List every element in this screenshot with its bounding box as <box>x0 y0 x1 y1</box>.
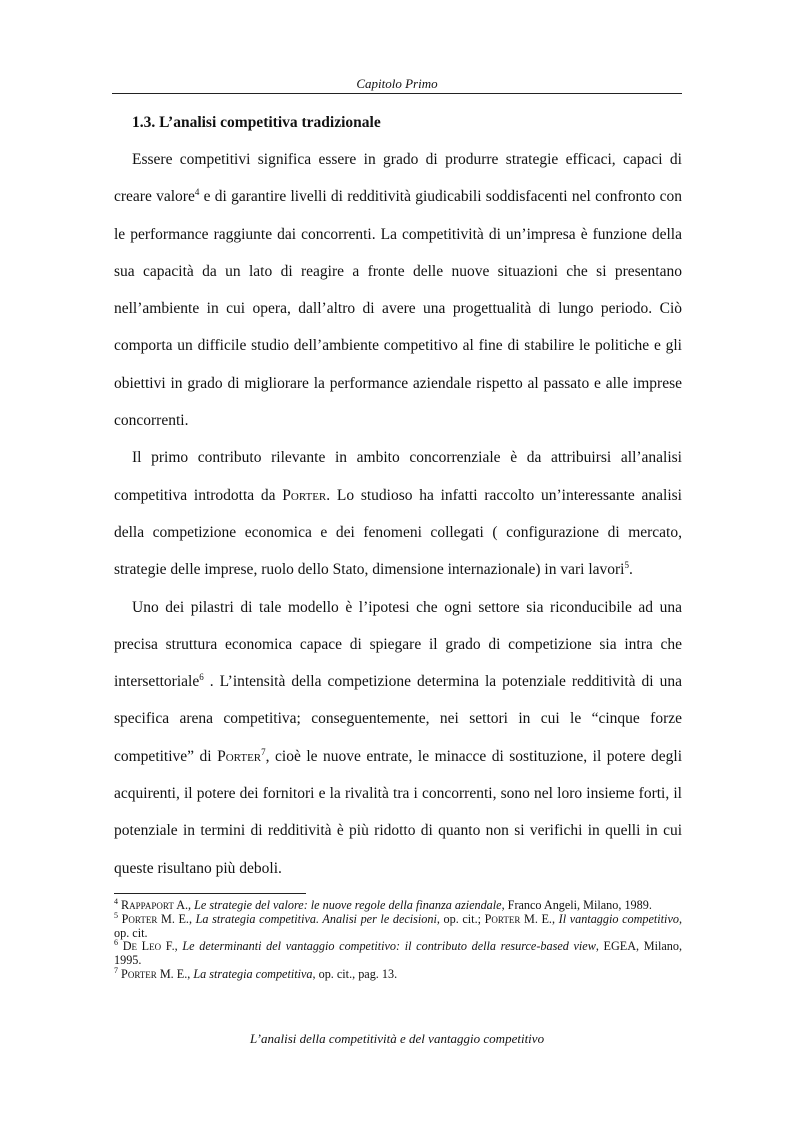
running-header: Capitolo Primo <box>356 76 438 91</box>
footnote-4 <box>114 896 682 913</box>
running-footer: L’analisi della competitività e del vantaggio competitivo <box>249 1031 545 1046</box>
footnote-number: 5 <box>114 910 118 920</box>
footnote-number: 7 <box>114 965 118 975</box>
footnote-text: , op. cit.; <box>436 911 485 926</box>
footnote-author: Porter M. E., <box>121 911 193 926</box>
footnote-text: , EGEA, Milano, 1995. <box>114 939 683 968</box>
footnote-text: , Franco Angeli, Milano, 1989. <box>501 898 652 912</box>
footnote-7 <box>114 965 682 982</box>
paragraph-2 <box>114 439 682 588</box>
footnote-5 <box>114 910 682 941</box>
footnote-ref-7[interactable]: 7 <box>261 746 266 757</box>
footnote-title: Le determinanti del vantaggio competitivo: il contributo della resurce-based view <box>182 939 596 954</box>
footnote-text: , op. cit., pag. 13. <box>312 966 398 981</box>
paragraph-3 <box>114 589 682 887</box>
footnote-number: 6 <box>114 938 118 948</box>
paragraph-text: e di garantire livelli di redditività giudicabili soddisfacenti nel confronto con le performance raggiunte dai concorrenti. La competitività di un’impresa è funzione della sua capacità da un lato di reagire a fronte delle nuove situazioni che si presentano nell’ambiente in cui opera, dall’altro di avere una progettualità di lungo periodo. Ciò comporta un difficile studio dell’ambiente competitivo al fine di stabilire le politiche e gli obiettivi in grado di migliorare la performance aziendale rispetto al passato e alle imprese concorrenti. <box>114 188 682 430</box>
footnotes <box>114 896 683 982</box>
paragraph-text: . <box>628 561 633 579</box>
paragraph-text: . L’intensità della competizione determina la potenziale redditività di una specifica arena competitiva; conseguentemente, nei settori in cui le “cinque forze competitive” di <box>114 673 682 765</box>
footnote-author: Porter M. E., <box>121 966 191 981</box>
footnote-title: Le strategie del valore: le nuove regole della finanza aziendale <box>194 898 502 912</box>
footnote-title: Il vantaggio competitivo <box>558 911 679 926</box>
paragraph-text: Il primo contributo rilevante in ambito concorrenziale è da attribuirsi all’analisi competitiva introdotta da <box>114 449 682 504</box>
footnote-author: Porter M. E., <box>484 911 556 926</box>
footnote-author: De Leo F., <box>122 939 178 954</box>
paragraph-text: Essere competitivi significa essere in grado di produrre strategie efficaci, capaci di creare valore <box>114 151 682 206</box>
footnote-6 <box>114 940 682 968</box>
footnote-ref-6[interactable]: 6 <box>199 672 204 682</box>
paragraph-text: . Lo studioso ha infatti raccolto un’interessante analisi della competizione economica e dei fenomeni collegati ( configurazione di mercato, strategie delle imprese, ruolo dello Stato, dimensione internazionale) in vari lavori <box>114 486 682 579</box>
paragraph-text: Uno dei pilastri di tale modello è l’ipotesi che ogni settore sia riconducibile ad una precisa struttura economica capace di spiegare il grado di competizione sia intra che intersettoriale <box>114 598 682 691</box>
footnote-title: La strategia competitiva. Analisi per le decisioni <box>195 911 437 926</box>
paragraph-1 <box>114 141 682 439</box>
section-title: 1.3. L’analisi competitiva tradizionale <box>132 114 381 131</box>
footnote-number: 4 <box>114 896 118 906</box>
footnote-text: , op. cit. <box>114 911 682 940</box>
author-name: Porter <box>282 486 327 504</box>
footnote-ref-4[interactable]: 4 <box>194 187 200 198</box>
paragraph-text: , cioè le nuove entrate, le minacce di sostituzione, il potere degli acquirenti, il potere dei fornitori e la rivalità tra i concorrenti, sono nel loro insieme forti, il potenziale in termini di redditività è più ridotto di quanto non si verifichi in quelli in cui queste risultano più deboli. <box>114 747 682 877</box>
header-rule <box>112 93 682 94</box>
body-text <box>114 141 682 887</box>
author-name: Porter <box>217 747 262 765</box>
footnote-author: Rappaport A., <box>121 898 192 912</box>
footnote-title: La strategia competitiva <box>193 966 313 981</box>
footnote-rule <box>114 893 306 894</box>
footnote-ref-5[interactable]: 5 <box>624 560 629 571</box>
